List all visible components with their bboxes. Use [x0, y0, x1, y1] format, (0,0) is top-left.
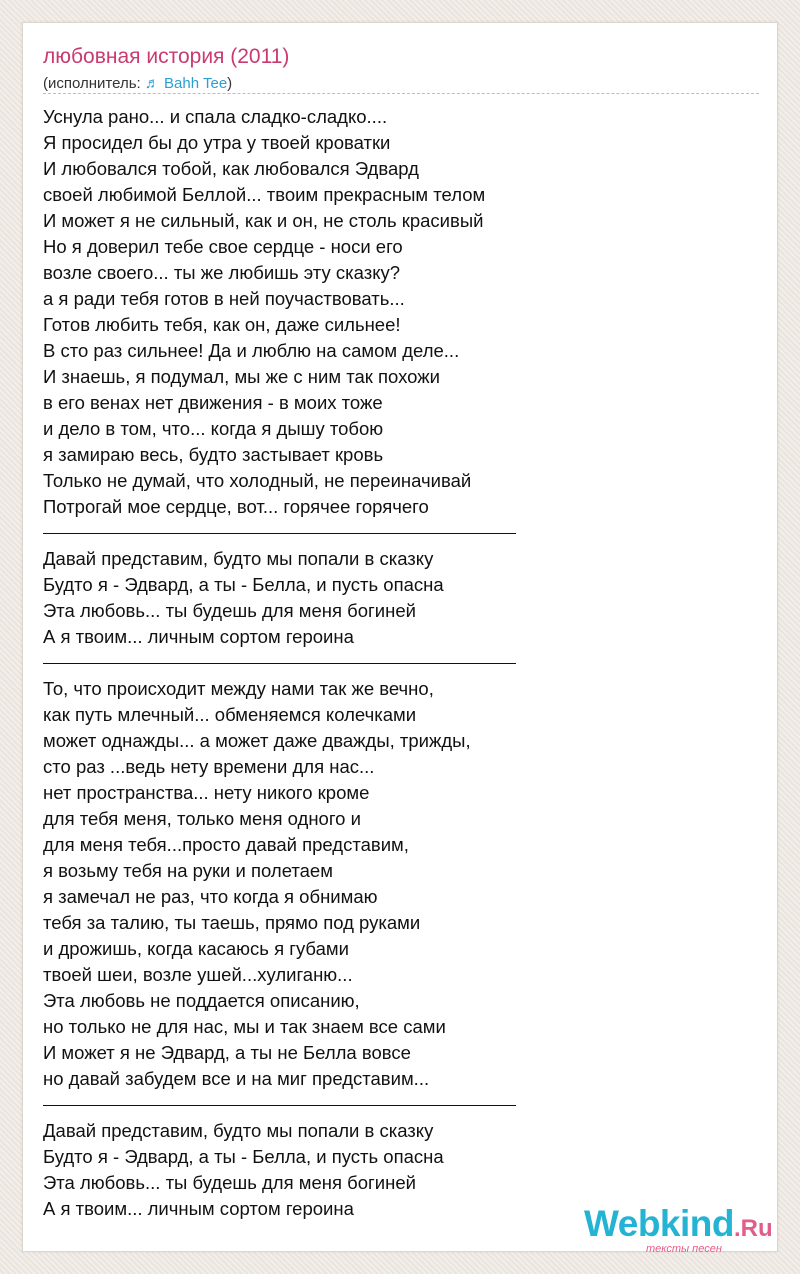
lyric-line: своей любимой Беллой... твоим прекрасным телом — [43, 184, 486, 205]
lyric-line: Давай представим, будто мы попали в сказку — [43, 548, 434, 569]
logo-suffix: .Ru — [734, 1215, 773, 1242]
separator-rule — [43, 663, 516, 664]
lyric-line: И любовался тобой, как любовался Эдвард — [43, 158, 419, 179]
lyric-line: И может я не Эдвард, а ты не Белла вовсе — [43, 1042, 411, 1063]
lyric-line: Эта любовь... ты будешь для меня богиней — [43, 600, 416, 621]
verse-separator — [43, 1092, 743, 1118]
artist-link[interactable] — [145, 75, 227, 92]
lyric-line: но только не для нас, мы и так знаем все сами — [43, 1016, 446, 1037]
lyric-line: Я просидел бы до утра у твоей кроватки — [43, 132, 391, 153]
lyric-line: может однажды... а может даже дважды, трижды, — [43, 730, 471, 751]
lyric-line: Будто я - Эдвард, а ты - Белла, и пусть опасна — [43, 574, 444, 595]
lyric-line: для меня тебя...просто давай представим, — [43, 834, 409, 855]
lyric-line: тебя за талию, ты таешь, прямо под руками — [43, 912, 421, 933]
lyric-line: я замираю весь, будто застывает кровь — [43, 444, 384, 465]
lyric-line: нет пространства... нету никого кроме — [43, 782, 370, 803]
artist-name: Bahh Tee — [164, 75, 228, 92]
lyric-line: твоей шеи, возле ушей...хулиганю... — [43, 964, 353, 985]
lyric-line: Готов любить тебя, как он, даже сильнее! — [43, 314, 401, 335]
verse-separator — [43, 650, 743, 676]
lyric-line: и дело в том, что... когда я дышу тобою — [43, 418, 384, 439]
lyric-line: сто раз ...ведь нету времени для нас... — [43, 756, 375, 777]
lyric-line: Будто я - Эдвард, а ты - Белла, и пусть опасна — [43, 1146, 444, 1167]
lyric-line: я возьму тебя на руки и полетаем — [43, 860, 333, 881]
lyric-line: И знаешь, я подумал, мы же с ним так похожи — [43, 366, 440, 387]
logo-main-text: Webkind — [584, 1203, 734, 1244]
header-divider — [43, 93, 759, 94]
lyric-line: И может я не сильный, как и он, не столь красивый — [43, 210, 484, 231]
logo-wordmark — [584, 1203, 773, 1245]
lyric-line: возле своего... ты же любишь эту сказку? — [43, 262, 401, 283]
lyric-line: но давай забудем все и на миг представим... — [43, 1068, 430, 1089]
song-title: любовная история (2011) — [43, 45, 290, 68]
lyric-line: А я твоим... личным сортом героина — [43, 626, 354, 647]
music-note-icon: ♬ — [144, 75, 160, 92]
lyrics-card — [22, 22, 778, 1255]
lyric-line: в его венах нет движения - в моих тоже — [43, 392, 383, 413]
site-logo[interactable] — [584, 1203, 774, 1253]
artist-prefix: (исполнитель: — [43, 75, 145, 92]
artist-line — [43, 75, 232, 92]
lyric-line: а я ради тебя готов в ней поучаствовать... — [43, 288, 405, 309]
lyric-line: Только не думай, что холодный, не переиначивай — [43, 470, 472, 491]
lyric-line: Давай представим, будто мы попали в сказку — [43, 1120, 434, 1141]
lyric-line: я замечал не раз, что когда я обнимаю — [43, 886, 378, 907]
lyric-line: для тебя меня, только меня одного и — [43, 808, 361, 829]
lyric-line: Уснула рано... и спала сладко-сладко.... — [43, 106, 388, 127]
lyric-line: и дрожишь, когда касаюсь я губами — [43, 938, 349, 959]
artist-suffix: ) — [227, 75, 233, 92]
lyric-line: Но я доверил тебе свое сердце - носи его — [43, 236, 403, 257]
lyric-line: То, что происходит между нами так же вечно, — [43, 678, 434, 699]
lyric-line: А я твоим... личным сортом героина — [43, 1198, 354, 1219]
logo-tagline: тексты песен — [646, 1243, 722, 1255]
lyric-line: В сто раз сильнее! Да и люблю на самом деле... — [43, 340, 460, 361]
verse-separator — [43, 520, 743, 546]
lyric-line: Эта любовь... ты будешь для меня богиней — [43, 1172, 416, 1193]
lyric-line: Потрогай мое сердце, вот... горячее горячего — [43, 496, 429, 517]
separator-rule — [43, 1105, 516, 1106]
lyric-line: как путь млечный... обменяемся колечками — [43, 704, 417, 725]
lyric-line: Эта любовь не поддается описанию, — [43, 990, 360, 1011]
separator-rule — [43, 533, 516, 534]
lyrics-body — [43, 104, 743, 1222]
